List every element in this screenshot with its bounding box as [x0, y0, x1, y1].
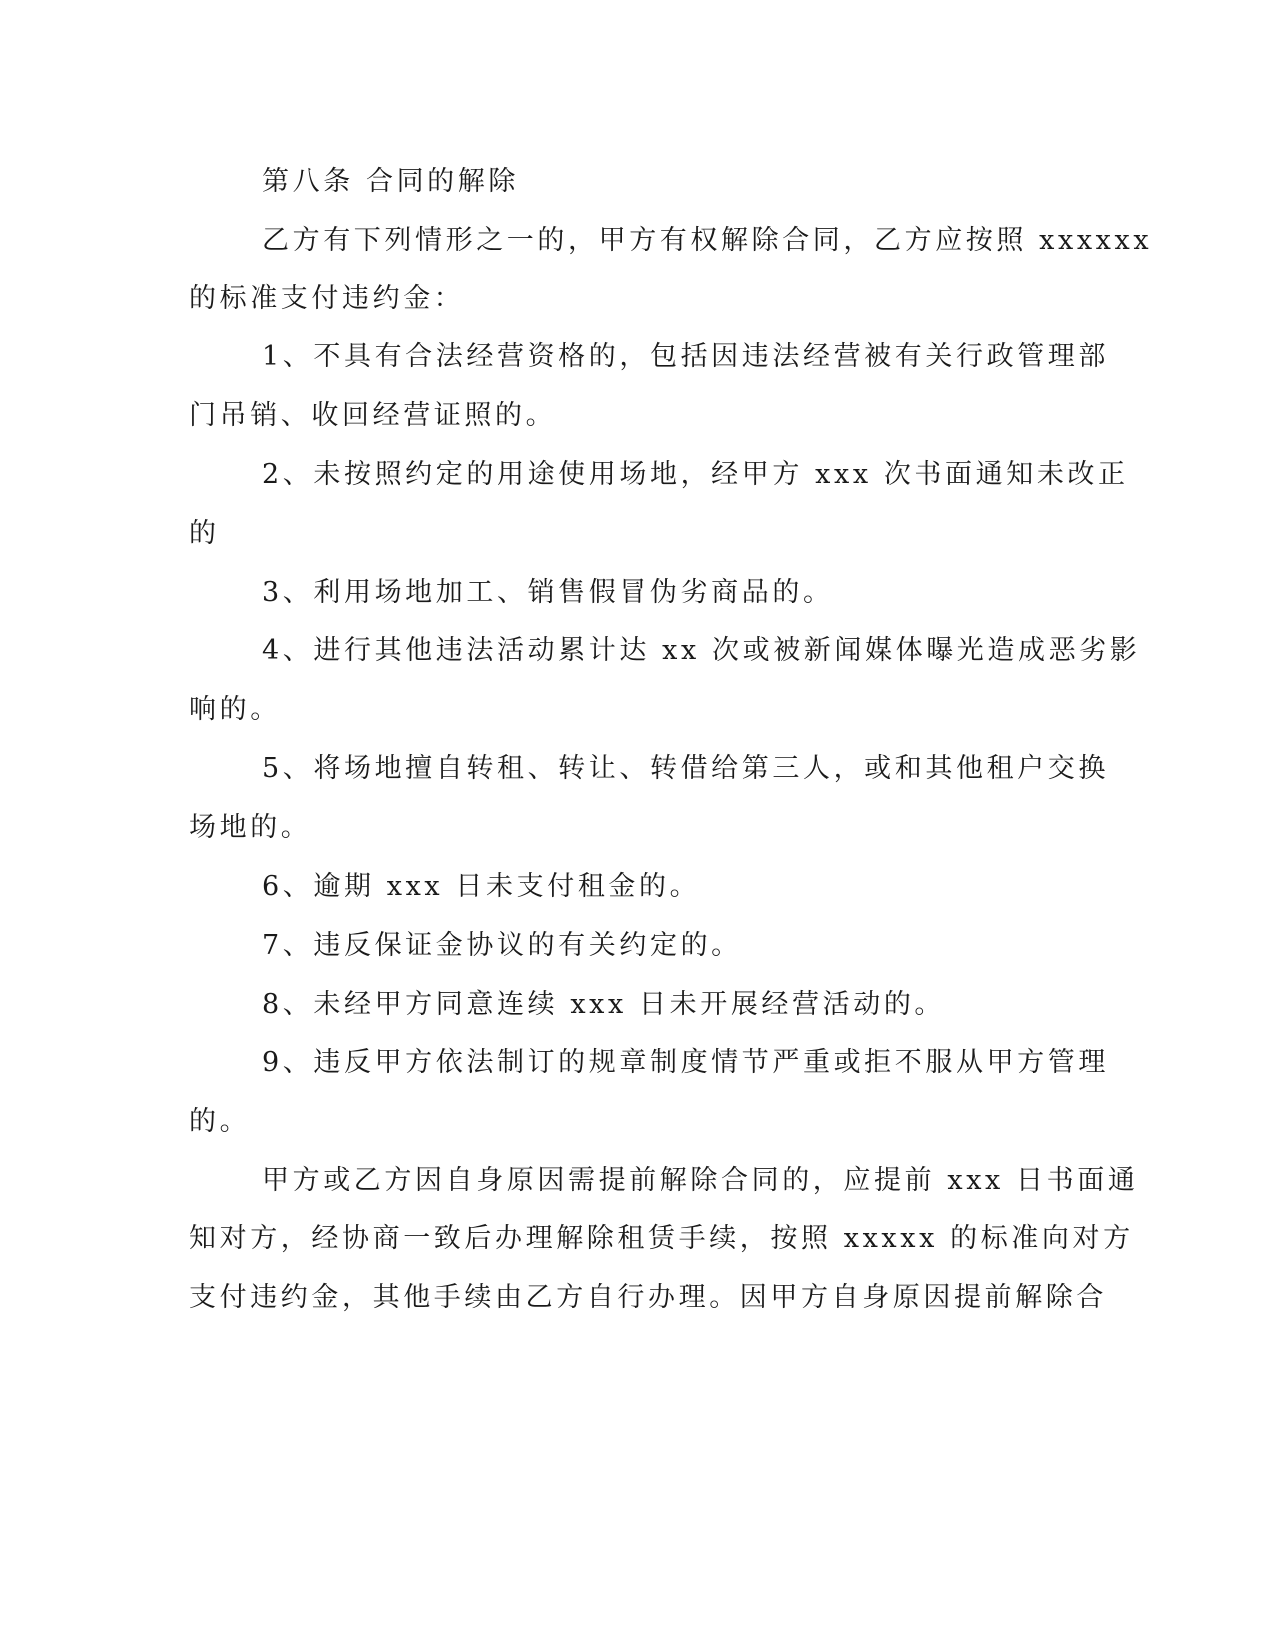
list-item-line: 6、逾期 xxx 日未支付租金的。 [262, 871, 701, 902]
list-item-line: 4、进行其他违法活动累计达 xx 次或被新闻媒体曝光造成恶劣影 [262, 635, 1141, 666]
paragraph-line: 甲方或乙方因自身原因需提前解除合同的，应提前 xxx 日书面通 [262, 1165, 1139, 1196]
paragraph-line: 支付违约金，其他手续由乙方自行办理。因甲方自身原因提前解除合 [189, 1282, 1107, 1313]
list-item-line: 门吊销、收回经营证照的。 [189, 400, 557, 431]
paragraph-line: 的标准支付违约金： [189, 283, 465, 314]
list-item-line: 8、未经甲方同意连续 xxx 日未开展经营活动的。 [262, 989, 946, 1020]
section-heading: 第八条 合同的解除 [262, 166, 519, 197]
paragraph-line: 知对方，经协商一致后办理解除租赁手续，按照 xxxxx 的标准向对方 [189, 1223, 1134, 1254]
list-item-line: 场地的。 [189, 812, 312, 843]
list-item-line: 响的。 [189, 694, 281, 725]
list-item-line: 2、未按照约定的用途使用场地，经甲方 xxx 次书面通知未改正 [262, 459, 1129, 490]
paragraph-line: 乙方有下列情形之一的，甲方有权解除合同，乙方应按照 xxxxxx [262, 225, 1153, 256]
list-item-line: 的 [189, 518, 220, 549]
list-item-line: 1、不具有合法经营资格的，包括因违法经营被有关行政管理部 [262, 341, 1109, 372]
list-item-line: 5、将场地擅自转租、转让、转借给第三人，或和其他租户交换 [262, 753, 1109, 784]
list-item-line: 3、利用场地加工、销售假冒伪劣商品的。 [262, 577, 834, 608]
list-item-line: 7、违反保证金协议的有关约定的。 [262, 930, 742, 961]
list-item-line: 的。 [189, 1106, 251, 1137]
list-item-line: 9、违反甲方依法制订的规章制度情节严重或拒不服从甲方管理 [262, 1047, 1109, 1078]
